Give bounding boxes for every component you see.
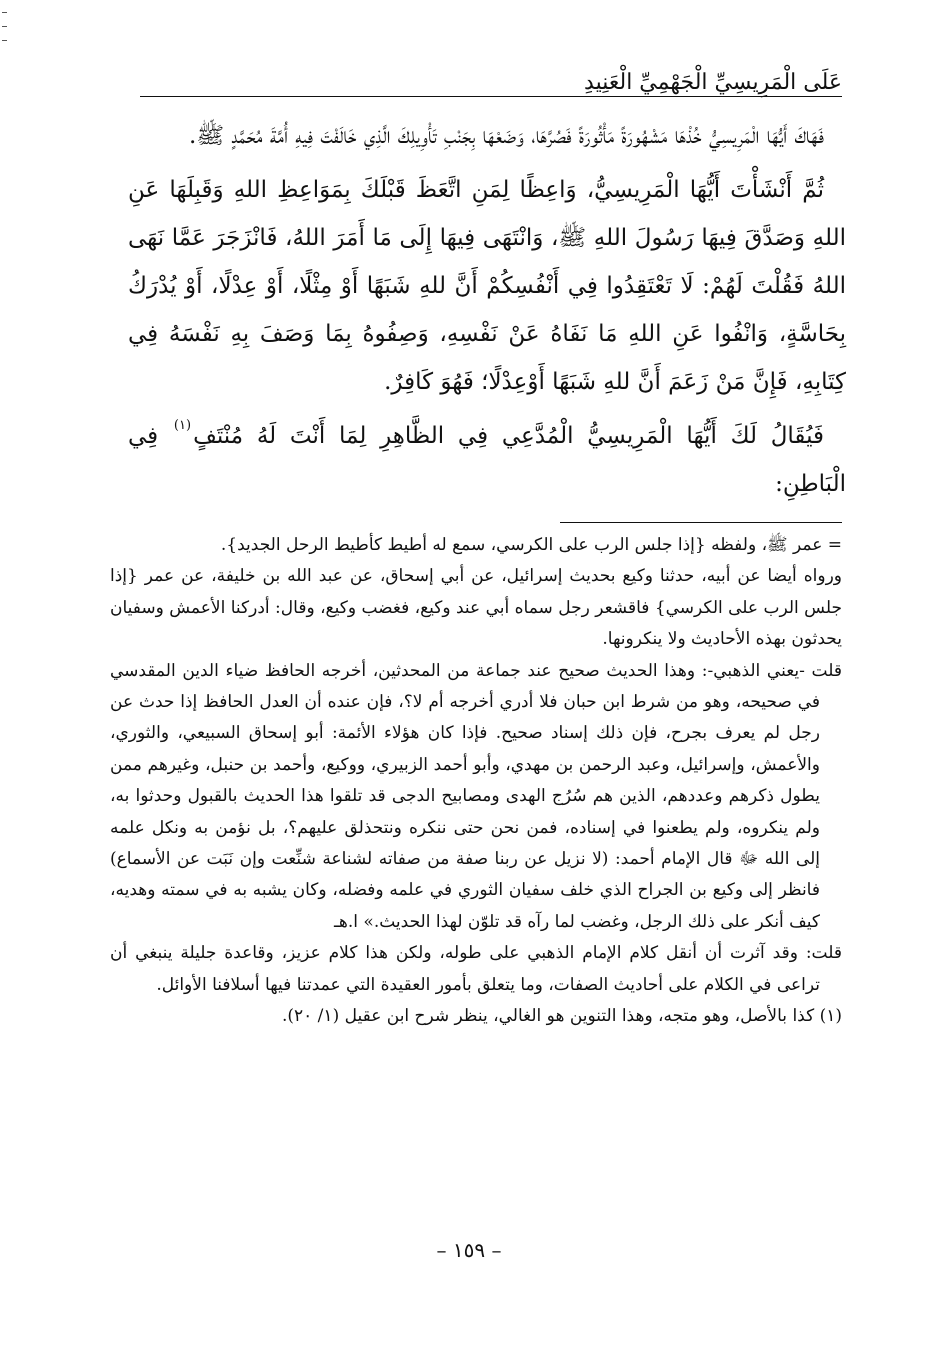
main-paragraph-3-before-ref: فَيُقَالُ لَكَ أَيُّهَا الْمَرِيسِيُّ الْمُدَّعِي فِي الظَّاهِرِ لِمَا أَنْتَ لَهُ مُنْتَفٍ [193,423,825,449]
main-paragraph-3-after-ref: فِي الْبَاطِنِ: [128,423,846,497]
main-paragraph-1: فَهَاكَ أَيُّهَا الْمَرِيسِيُّ خُذْهَا مَشْهُورَةً مَأْثُورَةً فَصُرَّهَا، وَضَعْهَا بِجَنْبِ تَأْوِيلِكَ الَّذِي خَالَفْتَ فِيهِ أُمَّةَ مُحَمَّدٍ ﷺ. [189,123,824,149]
footnote-continuation-1: = عمر ﷺ، ولفظه {إذا جلس الرب على الكرسي، سمع له أطيط كأطيط الرحل الجديد}. [220,535,842,555]
footnotes [110,530,842,1033]
footnote-1: (١) كذا بالأصل، وهو متجه، وهذا التنوين هو الغالي، ينظر شرح ابن عقيل (١/ ٢٠). [281,1006,842,1027]
footnote-separator [560,522,842,523]
header-rule [140,96,842,97]
header-title: عَلَى الْمَرِيسِيِّ الْجَهْمِيِّ الْعَنِيدِ [576,70,842,95]
footnote-reference-1: (١) [173,418,192,433]
footnote-author-note: قلت: وقد آثرت أن أنقل كلام الإمام الذهبي على طوله، ولكن هذا كلام عزيز، وقاعدة جليلة ينبغي أن تراعى في الكلام على أحاديث الصفات، وما يتعلق بأمور العقيدة التي عمدتنا فيها أسلافنا الأوائل. [110,943,842,995]
footnote-continuation-2: ورواه أيضا عن أبيه، حدثنا وكيع بحديث إسرائيل، عن أبي إسحاق، عن عبد الله بن خليفة، عن عمر {إذا جلس الرب على الكرسي} فاقشعر رجل سماه أبي عند وكيع، فغضب وكيع، وقال: أدركنا الأعمش وسفيان يحدثون بهذه الأحاديث ولا ينكرونها. [110,566,842,650]
main-text [128,112,846,508]
running-header [140,66,842,106]
scan-edge-marks [2,0,8,1365]
main-paragraph-2: ثُمَّ أَنْشَأْتَ أَيُّهَا الْمَرِيسِيُّ، وَاعِظًا لِمَنِ اتَّعَظَ قَبْلَكَ بِمَوَاعِظِ اللهِ وَقَبِلَهَا عَنِ اللهِ وَصَدَّقَ فِيهَا رَسُولَ اللهِ ﷺ، وَانْتَهَى فِيهَا إِلَى مَا أَمَرَ اللهُ، فَانْزَجَرَ عَمَّا نَهَى اللهُ فَقُلْتَ لَهُمْ: لَا تَعْتَقِدُوا فِي أَنْفُسِكُمْ أَنَّ للهِ شَبَهًا أَوْ مِثْلًا، أَوْ عِدْلًا، أَوْ يُدْرَكُ بِحَاسَّةٍ، وَانْفُوا عَنِ اللهِ مَا نَفَاهُ عَنْ نَفْسِهِ، وَصِفُوهُ بِمَا وَصَفَ بِهِ نَفْسَهُ فِي كِتَابِهِ، فَإِنَّ مَنْ زَعَمَ أَنَّ للهِ شَبَهًا أَوْعِدْلًا؛ فَهُوَ كَافِرٌ. [128,177,846,395]
main-paragraph-3 [128,412,846,508]
footnote-dhahabi-quote: قلت -يعني الذهبي-: وهذا الحديث صحيح عند جماعة من المحدثين، أخرجه الحافظ ضياء الدين المقدسي في صحيحه، وهو من شرط ابن حبان فلا أدري أخرجه أم لا؟، فإن عنده أن العدل الحافظ إذا حدث عن رجل لم يعرف بجرح، فإن ذلك إسناد صحيح. فإذا كان هؤلاء الأئمة: أبو إسحاق السبيعي، والثوري، والأعمش، وإسرائيل، وعبد الرحمن بن مهدي، وأبو أحمد الزبيري، ووكيع، وأحمد بن حنبل، وغيرهم ممن يطول ذكرهم وعددهم، الذين هم سُرُج الهدى ومصابيح الدجى قد تلقوا هذا الحديث بالقبول وحدثوا به، ولم ينكروه، ولم يطعنوا في إسناده، فمن نحن حتى ننكره ونتحذلق عليهم؟، بل نؤمن به ونكل علمه إلى الله ﷻ قال الإمام أحمد: (لا نزيل عن ربنا صفة من صفاته لشناعة شنِّعت وإن نَبَت عن الأسماع) فانظر إلى وكيع بن الجراح الذي خلف سفيان الثوري في علمه وفضله، وكان يشبه به في سمته وهديه، كيف أنكر على ذلك الرجل، وغضب لما رآه قد تلوّن لهذا الحديث.» ا.هـ [110,660,842,932]
page-number: – ١٥٩ – [436,1238,502,1262]
